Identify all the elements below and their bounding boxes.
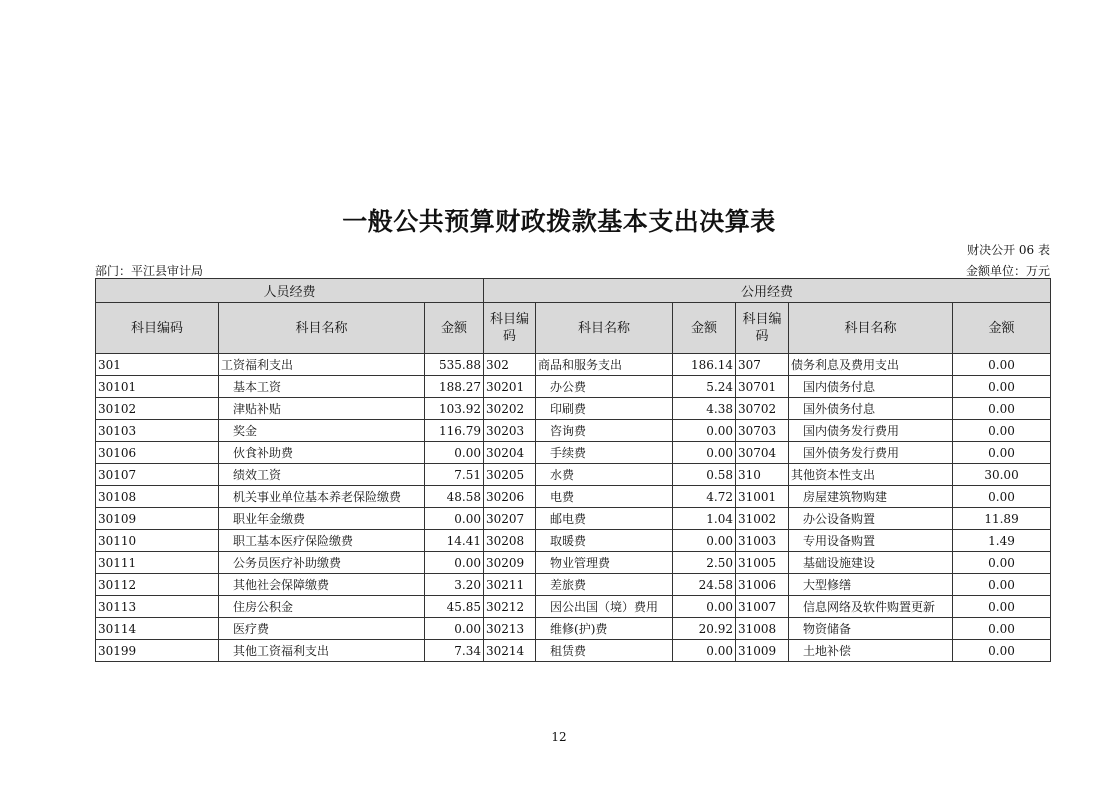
amount-cell: 0.00: [425, 618, 484, 640]
amount-cell: 0.58: [673, 464, 736, 486]
department-label: 部门：平江县审计局: [95, 264, 204, 278]
subject-name-cell: 办公费: [536, 376, 673, 398]
amount-cell: 1.04: [673, 508, 736, 530]
table-row: [96, 596, 1051, 618]
amount-cell: 24.58: [673, 574, 736, 596]
subject-name-cell: 其他资本性支出: [789, 464, 953, 486]
subject-code-cell: 31001: [736, 486, 789, 508]
subject-name-cell: 差旅费: [536, 574, 673, 596]
group-header-personnel: 人员经费: [96, 279, 484, 303]
subject-code-cell: 310: [736, 464, 789, 486]
amount-cell: 1.49: [953, 530, 1051, 552]
subject-code-cell: 30203: [484, 420, 536, 442]
subject-code-cell: 30107: [96, 464, 219, 486]
table-row: [96, 640, 1051, 662]
subject-name-cell: 咨询费: [536, 420, 673, 442]
amount-cell: 0.00: [953, 618, 1051, 640]
subject-code-cell: 30211: [484, 574, 536, 596]
subject-name-cell: 奖金: [219, 420, 425, 442]
table-row: [96, 530, 1051, 552]
amount-cell: 0.00: [425, 442, 484, 464]
subject-name-cell: 邮电费: [536, 508, 673, 530]
subject-name-cell: 职业年金缴费: [219, 508, 425, 530]
page-title: 一般公共预算财政拨款基本支出决算表: [342, 207, 776, 236]
amount-cell: 20.92: [673, 618, 736, 640]
subject-code-cell: 30110: [96, 530, 219, 552]
subject-name-cell: 商品和服务支出: [536, 354, 673, 376]
subject-code-cell: 31008: [736, 618, 789, 640]
subject-name-cell: 基本工资: [219, 376, 425, 398]
subject-name-cell: 信息网络及软件购置更新: [789, 596, 953, 618]
amount-cell: 30.00: [953, 464, 1051, 486]
amount-cell: 0.00: [425, 552, 484, 574]
subject-name-cell: 国内债务付息: [789, 376, 953, 398]
amount-cell: 0.00: [673, 530, 736, 552]
amount-cell: 186.14: [673, 354, 736, 376]
amount-cell: 11.89: [953, 508, 1051, 530]
subject-name-cell: 机关事业单位基本养老保险缴费: [219, 486, 425, 508]
table-row: [96, 552, 1051, 574]
subject-code-cell: 30703: [736, 420, 789, 442]
form-number: 财决公开 06 表: [967, 243, 1050, 257]
amount-cell: 0.00: [673, 640, 736, 662]
subject-code-cell: 30213: [484, 618, 536, 640]
subject-name-cell: 印刷费: [536, 398, 673, 420]
subject-code-cell: 30206: [484, 486, 536, 508]
subject-name-cell: 津贴补贴: [219, 398, 425, 420]
subject-code-cell: 30205: [484, 464, 536, 486]
table-row: [96, 508, 1051, 530]
amount-cell: 48.58: [425, 486, 484, 508]
amount-cell: 0.00: [953, 398, 1051, 420]
amount-cell: 45.85: [425, 596, 484, 618]
subject-code-cell: 31009: [736, 640, 789, 662]
page-number: 12: [551, 730, 567, 744]
col-header-name: 科目名称: [536, 303, 673, 354]
subject-name-cell: 电费: [536, 486, 673, 508]
col-header-name: 科目名称: [789, 303, 953, 354]
amount-cell: 2.50: [673, 552, 736, 574]
subject-code-cell: 30111: [96, 552, 219, 574]
subject-name-cell: 其他社会保障缴费: [219, 574, 425, 596]
subject-name-cell: 物资储备: [789, 618, 953, 640]
subject-name-cell: 基础设施建设: [789, 552, 953, 574]
col-header-name: 科目名称: [219, 303, 425, 354]
amount-cell: 4.72: [673, 486, 736, 508]
subject-code-cell: 30103: [96, 420, 219, 442]
subject-code-cell: 31006: [736, 574, 789, 596]
subject-code-cell: 30108: [96, 486, 219, 508]
amount-cell: 7.34: [425, 640, 484, 662]
subject-name-cell: 绩效工资: [219, 464, 425, 486]
subject-name-cell: 因公出国（境）费用: [536, 596, 673, 618]
subject-code-cell: 30112: [96, 574, 219, 596]
amount-cell: 0.00: [953, 640, 1051, 662]
subject-code-cell: 30102: [96, 398, 219, 420]
amount-cell: 0.00: [673, 442, 736, 464]
subject-code-cell: 31002: [736, 508, 789, 530]
amount-cell: 3.20: [425, 574, 484, 596]
subject-code-cell: 30704: [736, 442, 789, 464]
subject-code-cell: 302: [484, 354, 536, 376]
subject-code-cell: 307: [736, 354, 789, 376]
subject-code-cell: 30208: [484, 530, 536, 552]
subject-code-cell: 31005: [736, 552, 789, 574]
subject-name-cell: 国内债务发行费用: [789, 420, 953, 442]
subject-name-cell: 国外债务付息: [789, 398, 953, 420]
subject-name-cell: 公务员医疗补助缴费: [219, 552, 425, 574]
subject-code-cell: 30214: [484, 640, 536, 662]
amount-cell: 0.00: [425, 508, 484, 530]
col-header-amount: 金额: [673, 303, 736, 354]
subject-code-cell: 30212: [484, 596, 536, 618]
table-row: [96, 376, 1051, 398]
subject-name-cell: 职工基本医疗保险缴费: [219, 530, 425, 552]
subject-code-cell: 30207: [484, 508, 536, 530]
amount-cell: 0.00: [673, 420, 736, 442]
amount-cell: 0.00: [953, 596, 1051, 618]
subject-name-cell: 取暖费: [536, 530, 673, 552]
amount-cell: 535.88: [425, 354, 484, 376]
table-row: [96, 442, 1051, 464]
amount-cell: 0.00: [953, 442, 1051, 464]
subject-name-cell: 维修(护)费: [536, 618, 673, 640]
expenditure-table: [95, 278, 1051, 662]
table-row: [96, 354, 1051, 376]
subject-code-cell: 301: [96, 354, 219, 376]
col-header-code: 科目编码: [484, 303, 536, 354]
amount-cell: 0.00: [953, 574, 1051, 596]
subject-code-cell: 30113: [96, 596, 219, 618]
subject-code-cell: 31003: [736, 530, 789, 552]
subject-name-cell: 伙食补助费: [219, 442, 425, 464]
subject-code-cell: 30701: [736, 376, 789, 398]
subject-code-cell: 30204: [484, 442, 536, 464]
col-header-amount: 金额: [953, 303, 1051, 354]
amount-cell: 0.00: [953, 354, 1051, 376]
col-header-code: 科目编码: [736, 303, 789, 354]
amount-cell: 0.00: [953, 486, 1051, 508]
table-row: [96, 486, 1051, 508]
subject-name-cell: 医疗费: [219, 618, 425, 640]
subject-name-cell: 国外债务发行费用: [789, 442, 953, 464]
subject-code-cell: 30101: [96, 376, 219, 398]
subject-code-cell: 30199: [96, 640, 219, 662]
subject-name-cell: 土地补偿: [789, 640, 953, 662]
amount-cell: 188.27: [425, 376, 484, 398]
amount-unit-label: 金额单位：万元: [965, 264, 1050, 278]
table-row: [96, 464, 1051, 486]
subject-code-cell: 30201: [484, 376, 536, 398]
subject-name-cell: 租赁费: [536, 640, 673, 662]
subject-code-cell: 30209: [484, 552, 536, 574]
col-header-code: 科目编码: [96, 303, 219, 354]
amount-cell: 14.41: [425, 530, 484, 552]
subject-name-cell: 债务利息及费用支出: [789, 354, 953, 376]
amount-cell: 0.00: [953, 552, 1051, 574]
subject-name-cell: 专用设备购置: [789, 530, 953, 552]
subject-name-cell: 大型修缮: [789, 574, 953, 596]
table-row: [96, 574, 1051, 596]
amount-cell: 5.24: [673, 376, 736, 398]
subject-code-cell: 30114: [96, 618, 219, 640]
col-header-amount: 金额: [425, 303, 484, 354]
subject-code-cell: 30702: [736, 398, 789, 420]
subject-name-cell: 水费: [536, 464, 673, 486]
amount-cell: 7.51: [425, 464, 484, 486]
subject-name-cell: 物业管理费: [536, 552, 673, 574]
subject-name-cell: 住房公积金: [219, 596, 425, 618]
amount-cell: 116.79: [425, 420, 484, 442]
subject-name-cell: 工资福利支出: [219, 354, 425, 376]
subject-name-cell: 房屋建筑物购建: [789, 486, 953, 508]
subject-name-cell: 手续费: [536, 442, 673, 464]
amount-cell: 103.92: [425, 398, 484, 420]
table-row: [96, 398, 1051, 420]
subject-code-cell: 30106: [96, 442, 219, 464]
table-row: [96, 420, 1051, 442]
amount-cell: 4.38: [673, 398, 736, 420]
amount-cell: 0.00: [953, 420, 1051, 442]
amount-cell: 0.00: [953, 376, 1051, 398]
amount-cell: 0.00: [673, 596, 736, 618]
subject-code-cell: 30202: [484, 398, 536, 420]
group-header-public: 公用经费: [484, 279, 1051, 303]
subject-code-cell: 30109: [96, 508, 219, 530]
subject-name-cell: 办公设备购置: [789, 508, 953, 530]
table-row: [96, 618, 1051, 640]
subject-code-cell: 31007: [736, 596, 789, 618]
subject-name-cell: 其他工资福利支出: [219, 640, 425, 662]
